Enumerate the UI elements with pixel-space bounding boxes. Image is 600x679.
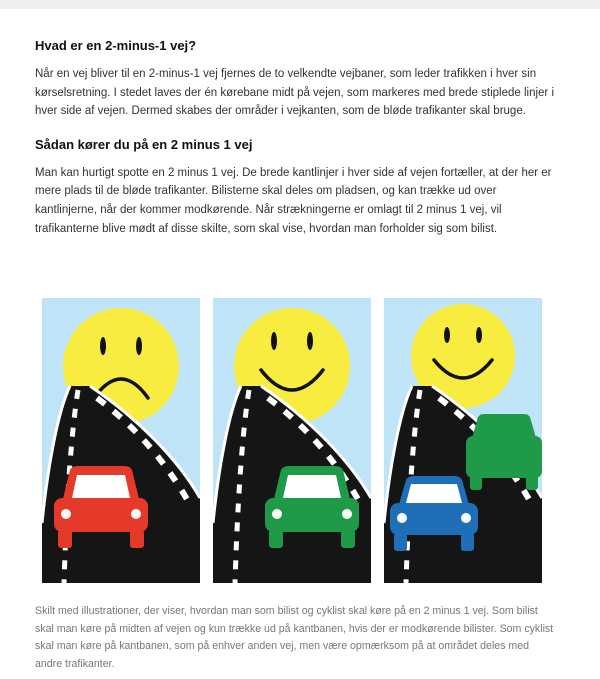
road-sign-illustration <box>42 298 542 583</box>
sign-panel-1 <box>42 298 200 583</box>
figure-caption: Skilt med illustrationer, der viser, hvordan man som bilist og cyklist skal køre på en 2 minus 1 vej. Som bilist skal man køre på midten af vejen og kun trække ud på kantbanen, hvis der er modkørende bilister. Som cyklist skal man køre på kantbanen, som på enhver anden vej, men være opmærksom på at området deles med andre trafikanter. <box>35 605 554 670</box>
section-heading-how-to-drive: Sådan kører du på en 2 minus 1 vej <box>35 136 253 152</box>
sign-panel-3-graphic <box>384 298 542 583</box>
sign-panel-3 <box>384 298 542 583</box>
section-paragraph-how-to-drive: Man kan hurtigt spotte en 2 minus 1 vej. De brede kantlinjer i hver side af vejen fortæller, at der her er mere plads til de bløde trafikanter. Bilisterne skal deles om pladsen, og kan trække ud over kantlinjerne, når der kommer modkørende. Når strækningerne er omlagt til 2 minus 1 vej, vil trafikanterne blive mødt af disse skilte, som skal vise, hvordan man forholder sig som bilist. <box>35 166 552 235</box>
section-paragraph-what-is: Når en vej bliver til en 2-minus-1 vej fjernes de to velkendte vejbaner, som leder trafikken i hver sin kørselsretning. I stedet laves der én kørebane midt på vejen, som markeres med brede stiplede linjer i hver side af vejen. Dermed skabes der områder i vejkanten, som de bløde trafikanter skal bruge. <box>35 68 555 118</box>
sign-panel-2-graphic <box>213 298 371 583</box>
sign-panel-2 <box>213 298 371 583</box>
sign-panel-1-graphic <box>42 298 200 583</box>
top-bar <box>0 0 600 9</box>
section-heading-what-is: Hvad er en 2-minus-1 vej? <box>35 38 197 53</box>
article-content <box>35 38 555 254</box>
